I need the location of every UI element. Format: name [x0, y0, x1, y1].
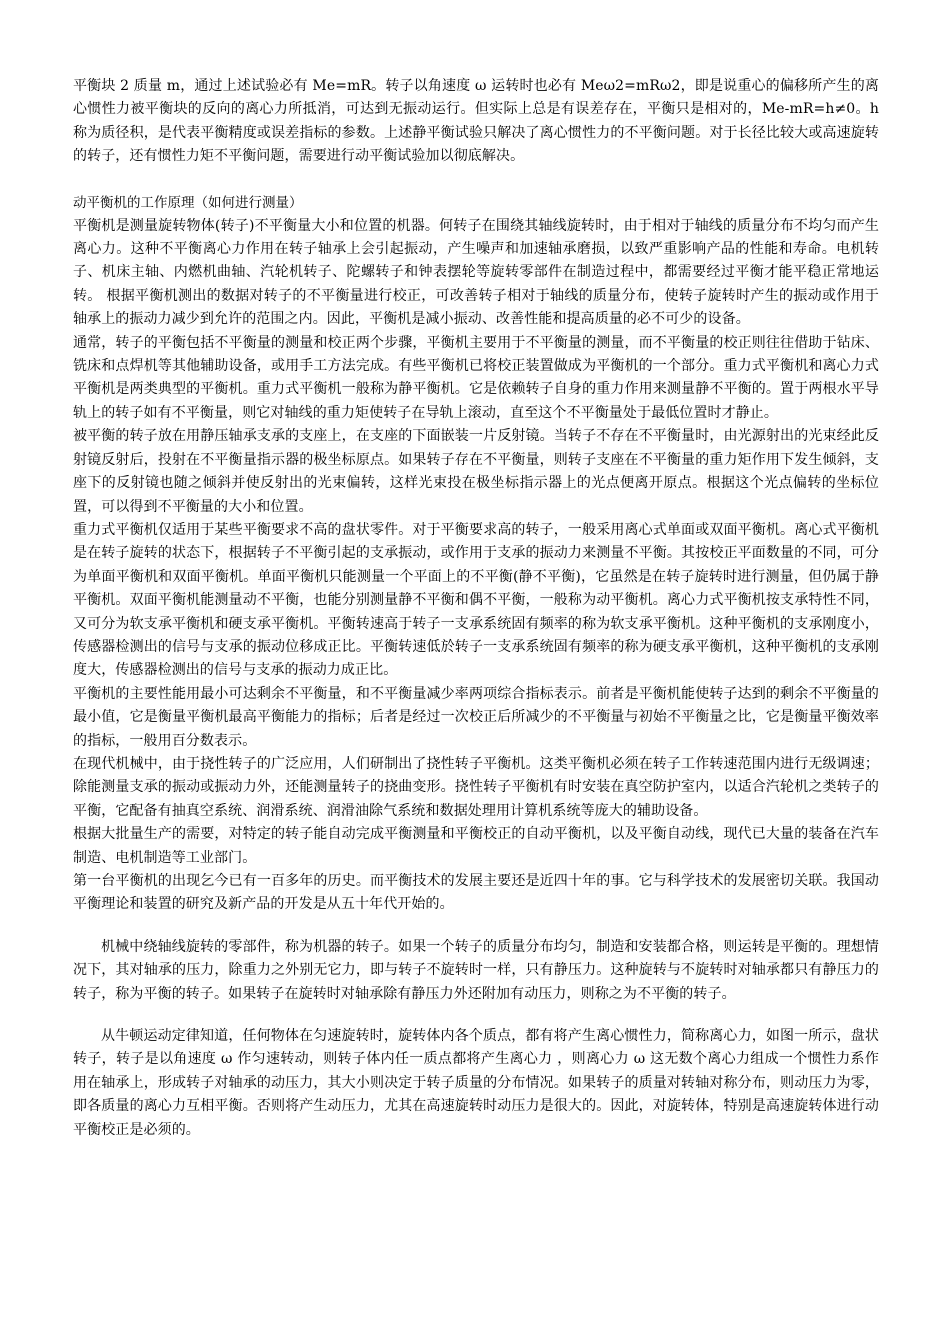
body-paragraph-4: 重力式平衡机仅适用于某些平衡要求不高的盘状零件。对于平衡要求高的转子，一般采用离心式单面或双面平衡机。离心式平衡机是在转子旋转的状态下，根据转子不平衡引起的支承振动，或作用于支承的振动力来测量不平衡。其按校正平面数量的不同，可分为单面平衡机和双面平衡机。单面平衡机只能测量一个平面上的不平衡(静不平衡)，它虽然是在转子旋转时进行测量，但仍属于静平衡机。双面平衡机能测量动不平衡，也能分别测量静不平衡和偶不平衡，一般称为动平衡机。离心力式平衡机按支承特性不同，又可分为软支承平衡机和硬支承平衡机。平衡转速高于转子一支承系统固有频率的称为软支承平衡机。这种平衡机的支承刚度小，传感器检测出的信号与支承的振动位移成正比。平衡转速低於转子一支承系统固有频率的称为硬支承平衡机，这种平衡机的支承刚度大，传感器检测出的信号与支承的振动力成正比。: [73, 521, 879, 679]
section-heading: 动平衡机的工作原理（如何进行测量）: [73, 194, 303, 211]
spacer: [73, 1006, 879, 1025]
body-paragraph-5: 平衡机的主要性能用最小可达剩余不平衡量，和不平衡量减少率两项综合指标表示。前者是平衡机能使转子达到的剩余不平衡量的最小值，它是衡量平衡机最高平衡能力的指标；后者是经过一次校正后所减少的不平衡量与初始不平衡量之比，它是衡量平衡效率的指标，一般用百分数表示。: [73, 685, 879, 749]
document-page: [73, 75, 879, 1142]
spacer: [73, 917, 879, 936]
body-paragraph-2: 通常，转子的平衡包括不平衡量的测量和校正两个步骤，平衡机主要用于不平衡量的测量，而不平衡量的校正则往往借助于钻床、铣床和点焊机等其他辅助设备，或用手工方法完成。有些平衡机已将校正装置做成为平衡机的一个部分。重力式平衡机和离心力式平衡机是两类典型的平衡机。重力式平衡机一般称为静平衡机。它是依赖转子自身的重力作用来测量静不平衡的。置于两根水平导轨上的转子如有不平衡量，则它对轴线的重力矩使转子在导轨上滚动，直至这个不平衡量处于最低位置时才静止。: [73, 334, 879, 421]
body-paragraph-1: 平衡机是测量旋转物体(转子)不平衡量大小和位置的机器。何转子在围绕其轴线旋转时，由于相对于轴线的质量分布不均匀而产生离心力。这种不平衡离心力作用在转子轴承上会引起振动，产生噪声和加速轴承磨损，以致严重影响产品的性能和寿命。电机转子、机床主轴、内燃机曲轴、汽轮机转子、陀螺转子和钟表摆轮等旋转零部件在制造过程中，都需要经过平衡才能平稳正常地运转。 根据平衡机测出的数据对转子的不平衡量进行校正，可改善转子相对于轴线的质量分布，使转子旋转时产生的振动或作用于轴承上的振动力减少到允许的范围之内。因此，平衡机是减小振动、改善性能和提高质量的必不可少的设备。: [73, 217, 879, 328]
intro-paragraph: 平衡块 2 质量 m，通过上述试验必有 Me=mR。转子以角速度 ω 运转时也必有 Meω2=mRω2，即是说重心的偏移所产生的离心惯性力被平衡块的反向的离心力所抵消，可达到无振动运行。但实际上总是有误差存在，平衡只是相对的，Me-mR=h≠0。h 称为质径积，是代表平衡精度或误差指标的参数。上述静平衡试验只解决了离心惯性力的不平衡问题。对于长径比较大或高速旋转的转子，还有惯性力矩不平衡问题，需要进行动平衡试验加以彻底解决。: [73, 78, 879, 165]
spacer: [73, 169, 879, 192]
newton-paragraph: 从牛顿运动定律知道，任何物体在匀速旋转时，旋转体内各个质点，都有将产生离心惯性力，简称离心力，如图一所示，盘状转子，转子是以角速度 ω 作匀速转动，则转子体内任一质点都将产生离心力 ，则离心力 ω 这无数个离心力组成一个惯性力系作用在轴承上，形成转子对轴承的动压力，其大小则决定于转子质量的分布情况。如果转子的质量对转轴对称分布，则动压力为零，即各质量的离心力互相平衡。否则将产生动压力，尤其在高速旋转时动压力是很大的。因此，对旋转体，特别是高速旋转体进行动平衡校正是必须的。: [73, 1028, 879, 1138]
body-paragraph-6: 在现代机械中，由于挠性转子的广泛应用，人们研制出了挠性转子平衡机。这类平衡机必须在转子工作转速范围内进行无级调速；除能测量支承的振动或振动力外，还能测量转子的挠曲变形。挠性转子平衡机有时安装在真空防护室内，以适合汽轮机之类转子的平衡，它配备有抽真空系统、润滑系统、润滑油除气系统和数据处理用计算机系统等庞大的辅助设备。: [73, 755, 879, 819]
body-paragraph-7: 根据大批量生产的需要，对特定的转子能自动完成平衡测量和平衡校正的自动平衡机，以及平衡自动线，现代已大量的装备在汽车制造、电机制造等工业部门。: [73, 826, 879, 866]
body-paragraph-3: 被平衡的转子放在用静压轴承支承的支座上，在支座的下面嵌装一片反射镜。当转子不存在不平衡量时，由光源射出的光束经此反射镜反射后，投射在不平衡量指示器的极坐标原点。如果转子存在不平衡量，则转子支座在不平衡量的重力矩作用下发生倾斜，支座下的反射镜也随之倾斜并使反射出的光束偏转，这样光束投在极坐标指示器上的光点便离开原点。根据这个光点偏转的坐标位置，可以得到不平衡量的大小和位置。: [73, 428, 879, 515]
rotor-paragraph: 机械中绕轴线旋转的零部件，称为机器的转子。如果一个转子的质量分布均匀，制造和安装都合格，则运转是平衡的。理想情况下，其对轴承的压力，除重力之外别无它力，即与转子不旋转时一样，只有静压力。这种旋转与不旋转时对轴承都只有静压力的转子，称为平衡的转子。如果转子在旋转时对轴承除有静压力外还附加有动压力，则称之为不平衡的转子。: [73, 938, 879, 1002]
body-paragraph-8: 第一台平衡机的出现乞今已有一百多年的历史。而平衡技术的发展主要还是近四十年的事。它与科学技术的发展密切关联。我国动平衡理论和装置的研究及新产品的开发是从五十年代开始的。: [73, 873, 879, 913]
